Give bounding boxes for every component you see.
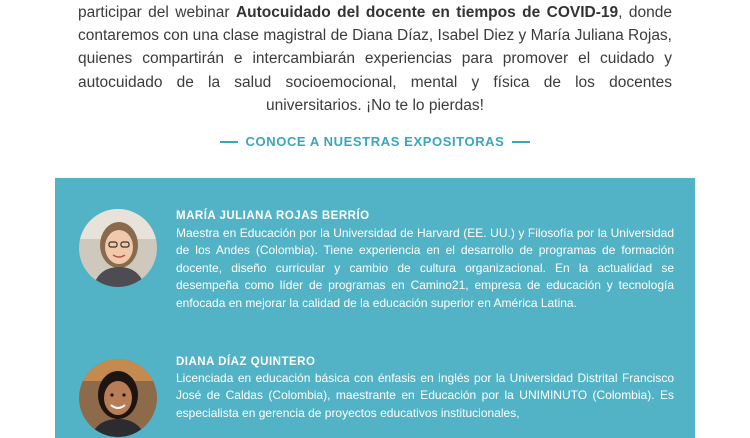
heading-right-line	[512, 141, 530, 143]
intro-text-post: , donde contaremos con una clase magistral de Diana Díaz, Isabel Diez y María Juliana Rojas, quienes compartirán e intercambiarán experiencias para promover el cuidado y autocuidado de la salud socioemocional, mental y física de los docentes universitarios. ¡No te lo pierdas!	[78, 4, 672, 114]
intro-paragraph	[78, 1, 672, 117]
webinar-title: Autocuidado del docente en tiempos de COVID-19	[235, 4, 619, 21]
intro-text-pre: participar del webinar	[78, 4, 236, 21]
speaker-photo	[79, 359, 157, 437]
speaker-bio: Maestra en Educación por la Universidad de Harvard (EE. UU.) y Filosofía por la Universidad de los Andes (Colombia). Tiene experiencia en el desarrollo de programas de formación docente, diseño curricular y cambio de cultura organizacional. En la actualidad se desempeña como líder de programas en Camino21, empresa de educación y tecnología enfocada en mejorar la calidad de la educación superior en América Latina.	[176, 226, 674, 310]
avatar-icon	[79, 209, 157, 287]
section-heading	[0, 134, 750, 149]
section-heading-label: CONOCE A NUESTRAS EXPOSITORAS	[245, 134, 505, 149]
speakers-panel	[55, 178, 695, 438]
avatar-icon	[79, 359, 157, 437]
speaker-name: DIANA DÍAZ QUINTERO	[176, 356, 316, 368]
speaker-photo	[79, 209, 157, 287]
heading-left-line	[220, 141, 238, 143]
speaker-name: MARÍA JULIANA ROJAS BERRÍO	[176, 210, 370, 222]
speaker-bio: Licenciada en educación básica con énfasis en inglés por la Universidad Distrital Francisco José de Caldas (Colombia), maestrante en Educación por la UNIMINUTO (Colombia). Es especialista en gerencia de proyectos educativos institucionales,	[176, 371, 674, 420]
